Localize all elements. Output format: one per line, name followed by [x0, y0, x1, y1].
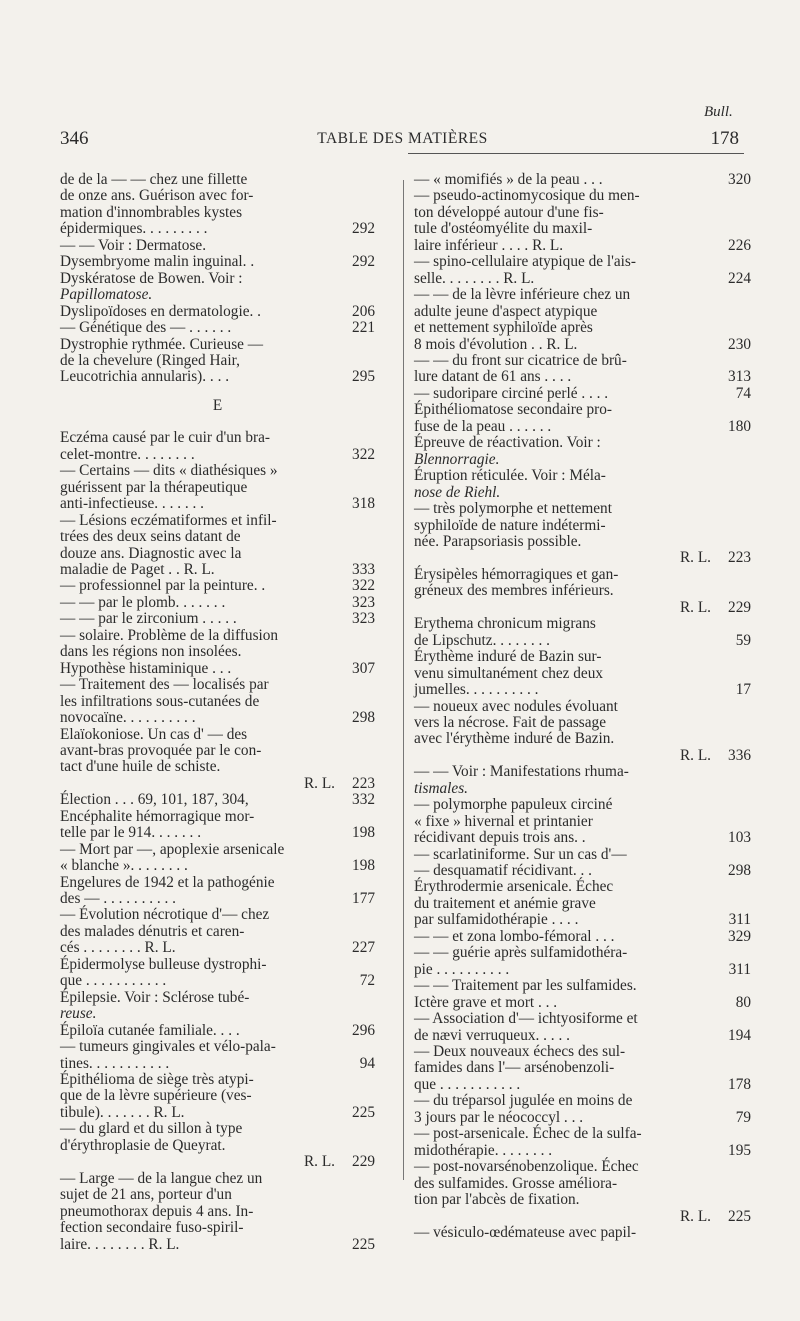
index-line-text: — professionnel par la peinture. .: [60, 577, 266, 595]
index-line: Érythème induré de Bazin sur-: [414, 648, 602, 666]
index-line-text: jumelles. . . . . . . . . .: [414, 681, 539, 699]
index-entry: [60, 430, 375, 726]
index-line: de la chevelure (Ringed Hair,: [60, 351, 240, 369]
index-line-text: celet-montre. . . . . . . .: [60, 445, 195, 463]
index-line: [60, 611, 375, 627]
page-ref: 292: [352, 220, 375, 238]
index-line-text: cés . . . . . . . . R. L.: [60, 939, 176, 957]
page-ref: 225: [352, 1235, 375, 1253]
index-entry: [60, 337, 375, 386]
index-line-text: telle par le 914. . . . . . .: [60, 824, 202, 842]
index-line-text: Leucotrichia annularis). . . .: [60, 368, 230, 386]
index-line: [60, 792, 375, 808]
page-ref: 226: [728, 236, 751, 254]
index-line: [414, 550, 751, 566]
page-ref: 311: [728, 911, 751, 929]
index-line: — Deux nouveaux échecs des sul-: [414, 1043, 626, 1061]
index-line: Encéphalite hémorragique mor-: [60, 807, 255, 825]
index-line: les infiltrations sous-cutanées de: [60, 692, 260, 710]
index-line-text: midothérapie. . . . . . . .: [414, 1141, 553, 1159]
index-line: — spino-cellulaire atypique de l'ais-: [414, 253, 636, 271]
index-line: [414, 1143, 751, 1159]
index-line: mation d'innombrables kystes: [60, 203, 243, 221]
page-ref: 72: [359, 972, 375, 990]
page-ref: 79: [735, 1108, 751, 1126]
index-line: — vésiculo-œdémateuse avec papil-: [414, 1224, 637, 1241]
page-ref: 230: [728, 335, 751, 353]
page-ref: 225: [352, 1103, 375, 1121]
index-line: [414, 830, 751, 846]
page-ref: 180: [728, 417, 751, 435]
index-line: avant-bras provoquée par le con-: [60, 741, 262, 759]
page-ref: 333: [352, 560, 375, 578]
index-line: — Mort par —, apoplexie arsenicale: [60, 840, 285, 858]
index-line: — post-novarsénobenzolique. Échec: [414, 1158, 639, 1176]
index-line: tule d'ostéomyélite du maxil-: [414, 220, 593, 238]
index-line-text: — sudoripare circiné perlé . . . .: [414, 384, 609, 402]
index-line-text: novocaïne. . . . . . . . . .: [60, 709, 196, 727]
index-entry: [60, 727, 375, 793]
page-ref: 332: [352, 791, 375, 809]
page-ref: 223: [728, 549, 751, 567]
index-line: — du tréparsol jugulée en moins de: [414, 1092, 633, 1110]
index-line: Papillomatose.: [60, 286, 153, 304]
index-line: [414, 995, 751, 1011]
page-ref: 225: [728, 1207, 751, 1225]
index-line: Éruption réticulée. Voir : Méla-: [414, 467, 606, 485]
index-line: [414, 1028, 751, 1044]
index-line-text: Dyslipoïdoses en dermatologie. .: [60, 302, 261, 320]
index-line: — noueux avec nodules évoluant: [414, 697, 618, 715]
column-divider: [403, 180, 404, 1180]
index-line-text: R. L.: [303, 1153, 335, 1171]
index-line: que de la lèvre supérieure (ves-: [60, 1087, 252, 1105]
index-line: [60, 1105, 375, 1121]
index-line: sujet de 21 ans, porteur d'un: [60, 1186, 232, 1204]
index-line: Épilepsie. Voir : Sclérose tubé-: [60, 988, 250, 1006]
index-line: — — Voir : Dermatose.: [60, 236, 207, 254]
index-line: [60, 369, 375, 385]
page-ref: 221: [352, 319, 375, 337]
page-ref: 329: [728, 927, 751, 945]
index-line: — scarlatiniforme. Sur un cas d'—: [414, 845, 627, 863]
index-line-text: récidivant depuis trois ans. .: [414, 829, 586, 847]
index-line: tact d'une huile de schiste.: [60, 758, 221, 776]
index-line-text: anti-infectieuse. . . . . . .: [60, 495, 204, 513]
page-ref: 223: [352, 774, 375, 792]
index-line: ton développé autour d'une fis-: [414, 203, 604, 221]
index-line: [414, 1209, 751, 1225]
index-line: — — guérie après sulfamidothéra-: [414, 944, 628, 962]
index-line: trées des deux seins datant de: [60, 528, 241, 546]
index-line: de de la — — chez une fillette: [60, 171, 248, 188]
index-line: [414, 386, 751, 402]
index-line: « fixe » hivernal et printanier: [414, 812, 593, 830]
index-line: — post-arsenicale. Échec de la sulfa-: [414, 1125, 642, 1143]
index-line: [60, 1154, 375, 1170]
index-line: [60, 447, 375, 463]
index-line: [414, 863, 751, 879]
index-line-text: épidermiques. . . . . . . . .: [60, 220, 208, 238]
index-line-text: laire. . . . . . . . R. L.: [60, 1235, 180, 1253]
index-line: [414, 633, 751, 649]
index-line: des sulfamides. Grosse améliora-: [414, 1174, 618, 1192]
page-ref: 80: [735, 993, 751, 1011]
page-ref: 177: [352, 890, 375, 908]
index-line: [60, 710, 375, 726]
page-ref: 323: [352, 610, 375, 628]
index-line-text: que . . . . . . . . . . .: [60, 972, 167, 990]
index-line: [414, 962, 751, 978]
page-ref: 336: [728, 746, 751, 764]
page-number: 346: [60, 128, 89, 149]
index-line: [60, 891, 375, 907]
index-line: — très polymorphe et nettement: [414, 500, 612, 518]
index-line: [414, 172, 751, 188]
index-line: — polymorphe papuleux circiné: [414, 796, 613, 814]
page-ref: 323: [352, 593, 375, 611]
index-line: [414, 238, 751, 254]
index-line: [60, 595, 375, 611]
index-line: vers la nécrose. Fait de passage: [414, 713, 606, 731]
index-entry: [60, 990, 375, 1023]
index-line: [414, 337, 751, 353]
page-ref: 320: [728, 171, 751, 188]
index-line-text: 3 jours par le néococcyl . . .: [414, 1108, 584, 1126]
index-line-text: R. L.: [679, 549, 711, 567]
index-line: [414, 600, 751, 616]
index-line: [414, 419, 751, 435]
page-ref: 103: [728, 829, 751, 847]
index-line: — Certains — dits « diathésiques »: [60, 462, 278, 480]
index-line: Épithélioma de siège très atypi-: [60, 1071, 254, 1089]
page-ref: 322: [352, 445, 375, 463]
index-line: — — Voir : Manifestations rhuma-: [414, 763, 629, 781]
index-line-text: 8 mois d'évolution . . R. L.: [414, 335, 578, 353]
index-line: — du glard et du sillon à type: [60, 1120, 243, 1138]
index-line-text: Épiloïa cutanée familiale. . . .: [60, 1021, 240, 1039]
index-line: — pseudo-actinomycosique du men-: [414, 187, 640, 205]
page-ref: 295: [352, 368, 375, 386]
index-line: Épreuve de réactivation. Voir :: [414, 434, 601, 452]
index-line: [60, 776, 375, 792]
page-ref: 17: [735, 681, 751, 699]
index-column-left: [60, 172, 375, 1253]
index-line: Dyskératose de Bowen. Voir :: [60, 269, 243, 287]
page-ref: 296: [352, 1021, 375, 1039]
page-ref: 318: [352, 495, 375, 513]
index-line: — Traitement des — localisés par: [60, 676, 269, 694]
index-entry: [60, 172, 375, 238]
index-line: adulte jeune d'aspect atypique: [414, 302, 598, 320]
page-ref: 227: [352, 939, 375, 957]
index-line: gréneux des membres inférieurs.: [414, 582, 614, 600]
page-ref: 229: [728, 598, 751, 616]
index-line: [414, 369, 751, 385]
index-line-text: R. L.: [679, 746, 711, 764]
index-line-text: — desquamatif récidivant. . .: [414, 862, 592, 880]
volume-note: Bull.: [704, 104, 733, 120]
index-line: reuse.: [60, 1005, 97, 1023]
index-line-text: maladie de Paget . . R. L.: [60, 560, 215, 578]
header-rule: [408, 153, 744, 154]
index-line-text: — — et zona lombo-fémoral . . .: [414, 927, 615, 945]
index-line: de onze ans. Guérison avec for-: [60, 187, 254, 205]
index-entry: [60, 792, 375, 808]
index-line: [60, 1056, 375, 1072]
index-line-text: Hypothèse histaminique . . .: [60, 659, 232, 677]
index-line: [414, 271, 751, 287]
index-line-text: Élection . . . 69, 101, 187, 304,: [60, 791, 249, 809]
index-line: [414, 912, 751, 928]
index-line: — tumeurs gingivales et vélo-pala-: [60, 1038, 276, 1056]
index-line: [414, 682, 751, 698]
index-line: — Large — de la langue chez un: [60, 1169, 263, 1187]
page-ref: 206: [352, 302, 375, 320]
index-line: [414, 748, 751, 764]
index-line: Épidermolyse bulleuse dystrophi-: [60, 955, 267, 973]
volume-number: 178: [710, 128, 739, 149]
index-line: — Lésions eczématiformes et infil-: [60, 511, 277, 529]
index-line: Eczéma causé par le cuir d'un bra-: [60, 429, 270, 447]
index-line: [60, 320, 375, 336]
index-line: [60, 661, 375, 677]
index-line-text: — — par le zirconium . . . . .: [60, 610, 237, 628]
index-line: fection secondaire fuso-spiril-: [60, 1219, 244, 1237]
index-line: Blennorragie.: [414, 450, 500, 468]
index-line-text: R. L.: [303, 774, 335, 792]
page-ref: 313: [728, 368, 751, 386]
page-ref: 59: [735, 631, 751, 649]
index-line: Dystrophie rythmée. Curieuse —: [60, 335, 264, 353]
index-line: dans les régions non insolées.: [60, 643, 242, 661]
page-ref: 224: [728, 269, 751, 287]
page-ref: 194: [728, 1026, 751, 1044]
index-line: — — du front sur cicatrice de brû-: [414, 351, 627, 369]
index-entry: [60, 1072, 375, 1253]
index-line-text: Ictère grave et mort . . .: [414, 993, 558, 1011]
index-line-text: tibule). . . . . . . R. L.: [60, 1103, 185, 1121]
index-line: tion par l'abcès de fixation.: [414, 1191, 580, 1209]
index-line: [60, 858, 375, 874]
index-entry: [60, 304, 375, 337]
page-ref: 74: [735, 384, 751, 402]
index-line: Épithéliomatose secondaire pro-: [414, 401, 612, 419]
index-line-text: — — par le plomb. . . . . . .: [60, 593, 226, 611]
index-line-text: pie . . . . . . . . . .: [414, 960, 510, 978]
index-line: [414, 1077, 751, 1093]
index-line: venu simultanément chez deux: [414, 664, 604, 682]
page-ref: 198: [352, 857, 375, 875]
section-letter: E: [212, 396, 223, 414]
index-entry: [60, 809, 375, 875]
page-ref: 311: [728, 960, 751, 978]
page-ref: 94: [359, 1054, 375, 1072]
index-line: avec l'érythème induré de Bazin.: [414, 730, 615, 748]
index-line: famides dans l'— arsénobenzoli-: [414, 1059, 615, 1077]
index-line: et nettement syphiloïde après: [414, 319, 593, 337]
index-entry: [60, 254, 375, 270]
index-line-text: de nævi verruqueux. . . . .: [414, 1026, 570, 1044]
index-line: [414, 1110, 751, 1126]
index-line: [60, 578, 375, 594]
page-ref: 298: [352, 709, 375, 727]
index-line-text: par sulfamidothérapie . . . .: [414, 911, 579, 929]
index-line: syphiloïde de nature indétermi-: [414, 516, 606, 534]
index-line: Engelures de 1942 et la pathogénie: [60, 873, 275, 891]
index-line: [60, 304, 375, 320]
index-line: — — Traitement par les sulfamides.: [414, 977, 637, 995]
index-line: née. Parapsoriasis possible.: [414, 532, 582, 550]
index-line: tismales.: [414, 779, 468, 797]
index-line-text: lure datant de 61 ans . . . .: [414, 368, 572, 386]
index-entry: [60, 1023, 375, 1072]
index-line: [60, 496, 375, 512]
index-line-text: fuse de la peau . . . . . .: [414, 417, 552, 435]
index-line: du traitement et anémie grave: [414, 894, 596, 912]
index-line-text: Dysembryome malin inguinal. .: [60, 253, 255, 271]
index-entry: [60, 271, 375, 304]
index-line: douze ans. Diagnostic avec la: [60, 544, 242, 562]
index-line: — solaire. Problème de la diffusion: [60, 626, 279, 644]
index-line: guérissent par la thérapeutique: [60, 478, 248, 496]
index-line: Érythrodermie arsenicale. Échec: [414, 878, 614, 896]
index-line: Érysipèles hémorragiques et gan-: [414, 565, 619, 583]
index-line-text: que . . . . . . . . . . .: [414, 1075, 521, 1093]
page-ref: 198: [352, 824, 375, 842]
index-line: nose de Riehl.: [414, 483, 501, 501]
index-entry: [60, 957, 375, 990]
index-line: d'érythroplasie de Queyrat.: [60, 1136, 226, 1154]
page-ref: 178: [728, 1075, 751, 1093]
index-line: des malades dénutris et caren-: [60, 922, 245, 940]
page-ref: 292: [352, 253, 375, 271]
index-line-text: laire inférieur . . . . R. L.: [414, 236, 564, 254]
index-line-text: — « momifiés » de la peau . . .: [414, 171, 603, 188]
index-line-text: selle. . . . . . . . R. L.: [414, 269, 535, 287]
index-line: Elaïokoniose. Un cas d' — des: [60, 725, 248, 743]
index-line: [60, 221, 375, 237]
index-line: [60, 254, 375, 270]
index-line: [60, 1237, 375, 1253]
index-line: [60, 940, 375, 956]
index-line: — Évolution nécrotique d'— chez: [60, 906, 270, 924]
index-line-text: de Lipschutz. . . . . . . .: [414, 631, 550, 649]
index-line-text: R. L.: [679, 598, 711, 616]
index-line: — — de la lèvre inférieure chez un: [414, 286, 631, 304]
index-line: pneumothorax depuis 4 ans. In-: [60, 1202, 254, 1220]
index-line: [60, 973, 375, 989]
page-ref: 195: [728, 1141, 751, 1159]
index-line: Erythema chronicum migrans: [414, 615, 596, 633]
index-line: [60, 825, 375, 841]
index-entry: [60, 875, 375, 957]
index-line-text: des — . . . . . . . . . .: [60, 890, 176, 908]
index-column-right: [414, 172, 751, 1241]
page-ref: 229: [352, 1153, 375, 1171]
index-line: — Association d'— ichtyosiforme et: [414, 1010, 638, 1028]
page-ref: 307: [352, 659, 375, 677]
index-line: [414, 929, 751, 945]
running-title: TABLE DES MATIÈRES: [317, 130, 488, 147]
index-line-text: tines. . . . . . . . . . .: [60, 1054, 170, 1072]
index-line-text: R. L.: [679, 1207, 711, 1225]
index-line: [60, 1023, 375, 1039]
page-ref: 298: [728, 862, 751, 880]
index-line: [60, 562, 375, 578]
index-line-text: — Génétique des — . . . . . .: [60, 319, 232, 337]
index-entry: [60, 238, 375, 254]
index-line-text: « blanche ». . . . . . . .: [60, 857, 188, 875]
page-ref: 322: [352, 577, 375, 595]
page-header: [60, 124, 745, 152]
